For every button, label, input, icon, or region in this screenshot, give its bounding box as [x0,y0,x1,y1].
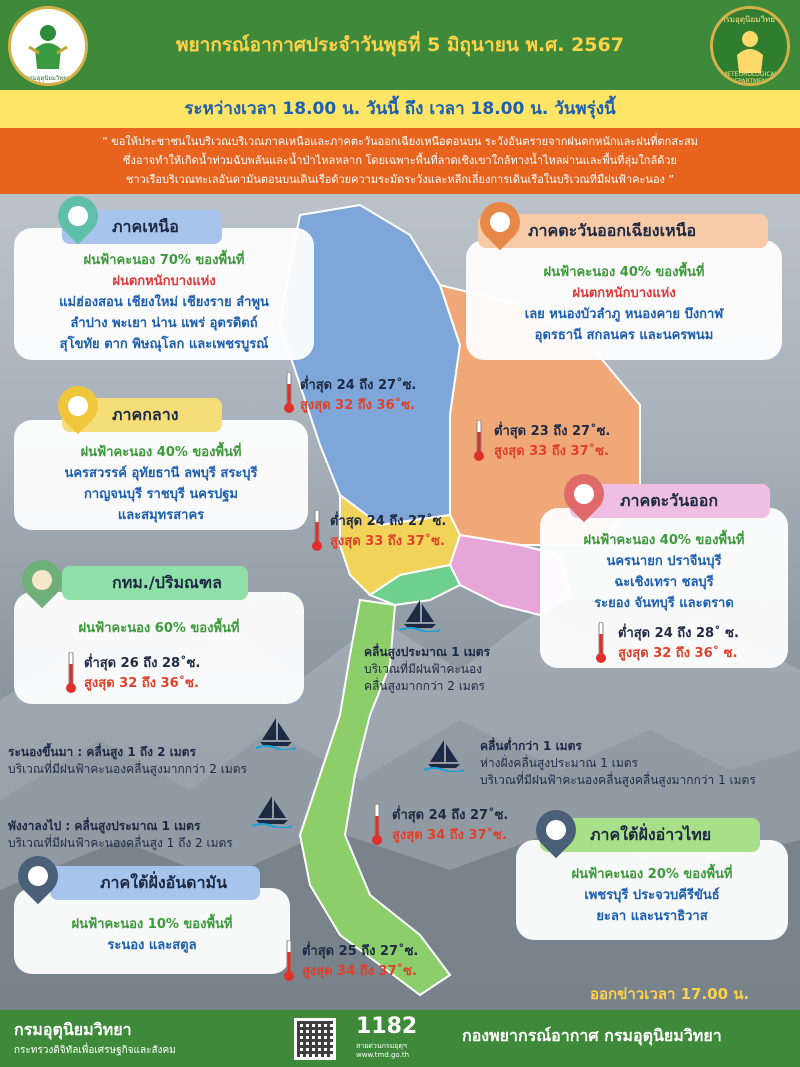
footer-bar [0,1010,800,1067]
sailboat-icon [400,598,440,632]
northeast-card [466,240,782,360]
logo-right-subcaption: METEOROLOGICAL DEPARTMENT [722,71,778,85]
wave-phangnga-sub-1: บริเวณที่มีฝนฟ้าคะนองคลื่นสูง 1 ถึง 2 เมตร [8,836,233,850]
east-temp-low: ต่ำสุด 24 ถึง 28˚ ซ. [618,626,739,641]
header-bar [0,0,800,90]
central-areas-1: นครสวรรค์ อุทัยธานี ลพบุรี สระบุรี [64,466,258,481]
central-temp-low: ต่ำสุด 24 ถึง 27˚ซ. [330,514,447,529]
page-title: พยากรณ์อากาศประจำวันพุธที่ 5 มิถุนายน พ.ศ. 2567 [176,34,624,56]
south-gulf-areas-2: ยะลา และนราธิวาส [596,909,708,924]
south-gulf-title: ภาคใต้ฝั่งอ่าวไทย [540,818,760,852]
central-areas-3: และสมุทรสาคร [117,508,205,523]
qr-code-icon[interactable] [294,1018,336,1060]
northeast-heavy: ฝนตกหนักบางแห่ง [572,286,676,301]
south-gulf-temp [392,806,508,846]
bangkok-temp-low: ต่ำสุด 26 ถึง 28˚ซ. [84,656,201,671]
north-heavy: ฝนตกหนักบางแห่ง [112,274,216,289]
website-link[interactable]: www.tmd.go.th [356,1051,409,1059]
sailboat-icon [256,716,296,750]
wave-lower-gulf-sub-1: ห่างฝั่งคลื่นสูงประมาณ 1 เมตร [480,756,638,770]
south-gulf-areas-1: เพชรบุรี ประจวบคีรีขันธ์ [584,888,720,903]
wave-lower-gulf-sub-2: บริเวณที่มีฝนฟ้าคะนองคลื่นสูงคลื่นสูงมากกว่า 1 เมตร [480,773,756,787]
wave-upper-gulf [364,644,490,695]
east-areas-1: นครนายก ปราจีนบุรี [606,554,722,569]
south-andaman-rain: ฝนฟ้าคะนอง 10% ของพื้นที่ [71,917,233,932]
east-temp-high: สูงสุด 32 ถึง 36˚ ซ. [618,646,738,661]
central-card [14,420,308,530]
wave-upper-gulf-sub-2: คลื่นสูงมากกว่า 2 เมตร [364,679,485,693]
central-title: ภาคกลาง [62,398,222,432]
north-temp-low: ต่ำสุด 24 ถึง 27˚ซ. [300,378,417,393]
sailboat-icon [252,794,292,828]
northeast-temp-low: ต่ำสุด 23 ถึง 27˚ซ. [494,424,611,439]
south-andaman-temp-low: ต่ำสุด 25 ถึง 27˚ซ. [302,944,419,959]
south-andaman-temp [302,942,418,982]
northeast-areas-1: เลย หนองบัวลำภู หนองคาย บึงกาฬ [524,307,724,322]
hotline-number: 1182 [356,1014,418,1039]
south-andaman-temp-high: สูงสุด 34 ถึง 37˚ซ. [302,964,417,979]
hotline-label: สายด่วนกรมอุตุฯ [356,1042,407,1050]
wave-ranong-sub-1: บริเวณที่มีฝนฟ้าคะนองคลื่นสูงมากกว่า 2 เมตร [8,762,248,776]
south-gulf-rain: ฝนฟ้าคะนอง 20% ของพื้นที่ [571,867,733,882]
bangkok-temp [84,654,200,694]
north-areas-3: สุโขทัย ตาก พิษณุโลก และเพชรบูรณ์ [59,337,269,352]
thermometer-icon [284,940,294,982]
wave-phangnga-main: พังงาลงไป : คลื่นสูงประมาณ 1 เมตร [8,819,201,833]
logo-left-caption: กรมอุตุนิยมวิทยา [25,75,71,82]
bangkok-title: กทม./ปริมณฑล [62,566,248,600]
agency-logo-right [710,6,790,86]
footer-org: กรมอุตุนิยมวิทยา [14,1020,132,1039]
warning-line-1: “ ขอให้ประชาชนในบริเวณบริเวณภาคเหนือและภาคตะวันออกเฉียงเหนือตอนบน ระวังอันตรายจากฝนตกหนักและฝนที่ตกสะสม [102,135,698,148]
northeast-title: ภาคตะวันออกเฉียงเหนือ [478,214,768,248]
north-temp-high: สูงสุด 32 ถึง 36˚ซ. [300,398,415,413]
bangkok-temp-high: สูงสุด 32 ถึง 36˚ซ. [84,676,199,691]
thermometer-icon [372,804,382,846]
north-title: ภาคเหนือ [62,210,222,244]
north-card [14,228,314,360]
footer-division: กองพยากรณ์อากาศ กรมอุตุนิยมวิทยา [462,1026,722,1045]
wave-lower-gulf [480,738,756,789]
east-title: ภาคตะวันออก [570,484,770,518]
east-temp [618,624,739,664]
north-temp [300,376,416,416]
north-areas-1: แม่ฮ่องสอน เชียงใหม่ เชียงราย ลำพูน [59,295,269,310]
northeast-areas-2: อุดรธานี สกลนคร และนครพนม [534,328,714,343]
east-areas-3: ระยอง จันทบุรี และตราด [594,596,734,611]
forecast-period: ระหว่างเวลา 18.00 น. วันนี้ ถึง เวลา 18.00 น. วันพรุ่งนี้ [0,90,800,128]
thermometer-icon [312,510,322,552]
warning-line-2: ซึ่งอาจทำให้เกิดน้ำท่วมฉับพลันและน้ำป่าไหลหลาก โดยเฉพาะพื้นที่ลาดเชิงเขาใกล้ทางน้ำไหลผ่านและพื้นที่ลุ่มใกล้ด้วย [123,154,677,167]
wave-phangnga [8,818,233,852]
issued-time: ออกข่าวเวลา 17.00 น. [590,985,750,1003]
thermometer-icon [474,420,484,462]
northeast-temp [494,422,610,462]
northeast-rain: ฝนฟ้าคะนอง 40% ของพื้นที่ [543,265,705,280]
deity-emblem-icon [25,19,71,73]
wave-upper-gulf-main: คลื่นสูงประมาณ 1 เมตร [364,645,491,659]
wave-lower-gulf-main: คลื่นต่ำกว่า 1 เมตร [480,739,582,753]
agency-logo-left [8,6,88,86]
south-gulf-temp-high: สูงสุด 34 ถึง 37˚ซ. [392,828,507,843]
wave-ranong [8,744,247,778]
east-areas-2: ฉะเชิงเทรา ชลบุรี [614,575,714,590]
central-areas-2: กาญจนบุรี ราชบุรี นครปฐม [84,487,238,502]
east-rain: ฝนฟ้าคะนอง 40% ของพื้นที่ [583,533,745,548]
footer-ministry: กระทรวงดิจิทัลเพื่อเศรษฐกิจและสังคม [14,1045,176,1056]
thermometer-icon [284,372,294,414]
thermometer-icon [66,652,76,694]
south-andaman-card [14,888,290,974]
central-rain: ฝนฟ้าคะนอง 40% ของพื้นที่ [80,445,242,460]
sailboat-icon [424,738,464,772]
south-gulf-temp-low: ต่ำสุด 24 ถึง 27˚ซ. [392,808,509,823]
wave-upper-gulf-sub-1: บริเวณที่มีฝนฟ้าคะนอง [364,662,483,676]
northeast-temp-high: สูงสุด 33 ถึง 37˚ซ. [494,444,609,459]
central-temp [330,512,446,552]
warning-line-3: ชาวเรือบริเวณทะเลอันดามันตอนบนเดินเรือด้วยความระมัดระวังและหลีกเลี่ยงการเดินเรือในบริเวณที่มีฝนฟ้าคะนอง ” [125,173,675,186]
north-rain: ฝนฟ้าคะนอง 70% ของพื้นที่ [83,253,245,268]
bangkok-rain: ฝนฟ้าคะนอง 60% ของพื้นที่ [78,621,240,636]
warning-banner [0,128,800,194]
logo-right-caption: กรมอุตุนิยมวิทยา [720,15,780,24]
central-temp-high: สูงสุด 33 ถึง 37˚ซ. [330,534,445,549]
north-areas-2: ลำปาง พะเยา น่าน แพร่ อุตรดิตถ์ [70,316,258,331]
thermometer-icon [596,622,606,664]
south-andaman-title: ภาคใต้ฝั่งอันดามัน [50,866,260,900]
wave-ranong-main: ระนองขึ้นมา : คลื่นสูง 1 ถึง 2 เมตร [8,745,196,759]
south-andaman-areas-1: ระนอง และสตูล [107,938,197,953]
